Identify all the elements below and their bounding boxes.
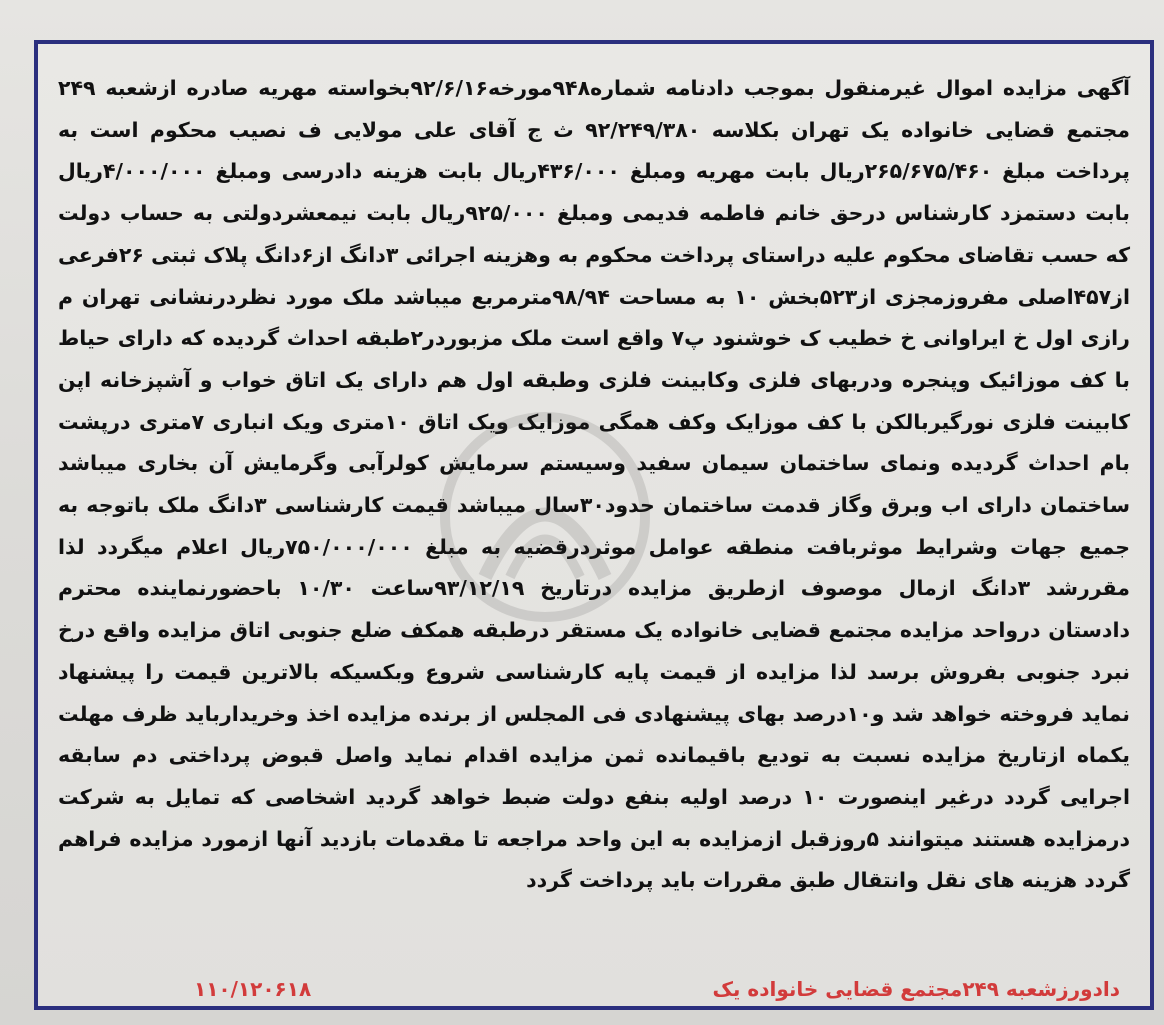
issuer-signature: دادورزشعبه ۲۴۹مجتمع قضایی خانواده یک	[712, 977, 1120, 1001]
notice-code: ۱۱۰/۱۲۰۶۱۸	[194, 977, 312, 1001]
auction-notice-text: آگهی مزایده اموال غیرمنقول بموجب دادنامه شماره۹۴۸مورخه۹۲/۶/۱۶بخواسته مهریه صادره ازشعبه ۲۴۹ مجتمع قضایی خانواده یک تهران بکلاسه ۹۲/۲۴۹/۳۸۰ ث ج آقای علی مولایی ف نصیب محکوم است به پرداخت مبلغ ۲۶۵/۶۷۵/۴۶۰ریال بابت مهریه ومبلغ ۴۳۶/۰۰۰ریال بابت هزینه دادرسی ومبلغ ۴/۰۰۰/۰۰۰ریال بابت دستمزد کارشناس درحق خانم فاطمه فدیمی ومبلغ ۹۲۵/۰۰۰ریال بابت نیمعشردولتی به حساب دولت که حسب تقاضای محکوم علیه دراستای پرداخت محکوم به وهزینه اجرائی ۳دانگ از۶دانگ پلاک ثبتی ۲۶فرعی از۴۵۷اصلی مفروزمجزی از۵۲۳بخش ۱۰ به مساحت ۹۸/۹۴مترمربع میباشد ملک مورد نظردرنشانی تهران م رازی اول خ ایراوانی خ خطیب ک خوشنود پ۷ واقع است ملک مزبوردر۲طبقه احداث گردیده که دارای حیاط با کف موزائیک وپنجره ودربهای فلزی وکابینت فلزی وطبقه اول هم دارای یک اتاق خواب و آشپزخانه اپن کابینت فلزی نورگیربالکن با کف موزایک وکف همگی موزایک ویک اتاق ۱۰متری ویک انباری ۷متری درپشت بام احداث گردیده ونمای ساختمان سیمان سفید وسیستم سرمایش کولرآبی وگرمایش آن بخاری میباشد ساختمان دارای اب وبرق وگاز قدمت ساختمان حدود۳۰سال میباشد قیمت کارشناسی ۳دانگ ملک باتوجه به جمیع جهات وشرایط موثربافت منطقه عوامل موثردرقضیه به مبلغ ۷۵۰/۰۰۰/۰۰۰ریال اعلام میگردد لذا مقررشد ۳دانگ ازمال موصوف ازطریق مزایده درتاریخ ۹۳/۱۲/۱۹ساعت ۱۰/۳۰ باحضورنماینده محترم دادستان درواحد مزایده مجتمع قضایی خانواده یک مستقر درطبقه همکف ضلع جنوبی اتاق مزایده واقع درخ نبرد جنوبی بفروش برسد لذا مزایده از قیمت پایه کارشناسی شروع وبکسیکه بالاترین قیمت را پیشنهاد نماید فروخته خواهد شد و۱۰درصد بهای پیشنهادی فی المجلس از برنده مزایده اخذ وخریدارباید ظرف مهلت یکماه ازتاریخ مزایده نسبت به تودیع باقیمانده ثمن مزایده اقدام نماید واصل قبوض پرداختی دم سابقه اجرایی گردد درغیر اینصورت ۱۰ درصد اولیه بنفع دولت ضبط خواهد گردید اشخاصی که تمایل به شرکت درمزایده هستند میتوانند ۵روزقبل ازمزایده به این واحد مراجعه تا مقدمات بازدید آنها ازمورد مزایده فراهم گردد هزینه های نقل وانتقال طبق مقررات باید پرداخت گردد	[58, 76, 1131, 893]
notice-frame	[34, 40, 1154, 1010]
watermark-emblem	[430, 392, 660, 642]
notice-footer	[64, 972, 1120, 1006]
